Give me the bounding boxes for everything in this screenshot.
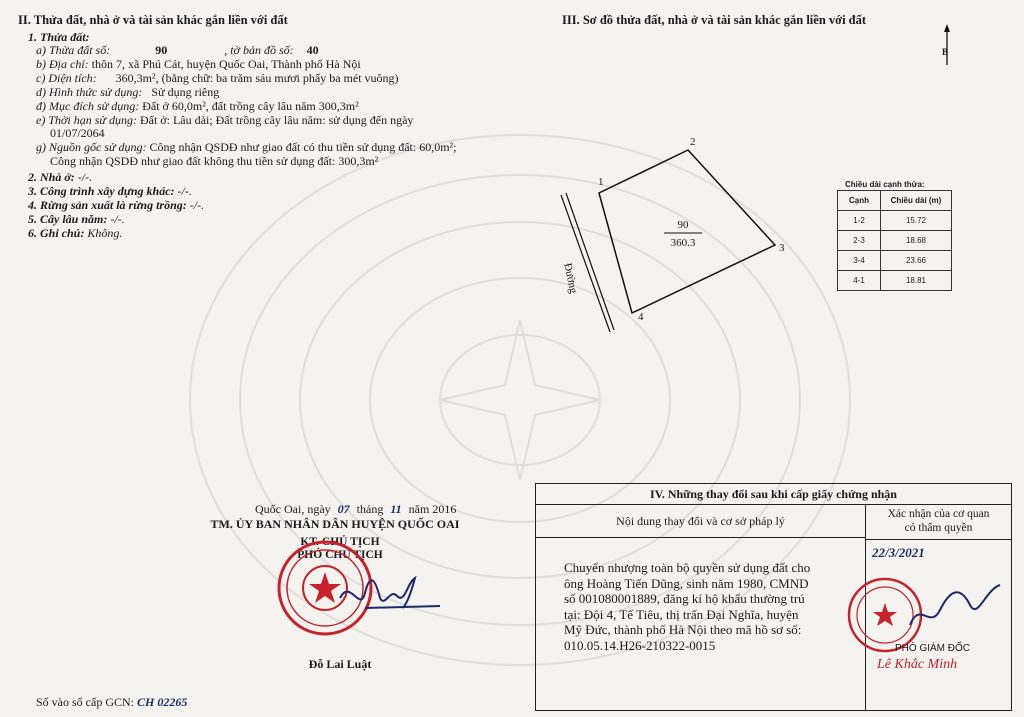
house-value: -/-. [77, 170, 93, 184]
address-label: b) Địa chỉ: [36, 57, 89, 71]
plot-number-value: 90 [155, 43, 168, 57]
edge-cell: 3-4 [838, 251, 881, 271]
registry-label: Số vào sổ cấp GCN: [36, 695, 134, 709]
edge-length-table [837, 190, 952, 291]
land-heading: 1. Thửa đất: [28, 30, 90, 44]
plot-number-label: a) Thửa đất số: [36, 43, 111, 57]
origin-value-2: Công nhận QSDĐ như giao đất không thu tiền sử dụng đất: 300,3m² [50, 154, 379, 168]
registry-value: CH 02265 [137, 695, 188, 709]
term-label: e) Thời hạn sử dụng: [36, 113, 137, 127]
change-line: ông Hoàng Tiến Dũng, sinh năm 1980, CMND [564, 575, 809, 591]
address-value: thôn 7, xã Phú Cát, huyện Quốc Oai, Thành phố Hà Nội [91, 57, 361, 71]
forest-value: -/-. [189, 198, 205, 212]
issuing-org: TM. ỦY BAN NHÂN DÂN HUYỆN QUỐC OAI [210, 517, 460, 531]
purpose-label: đ) Mục đích sử dụng: [36, 99, 140, 113]
purpose-value: Đất ở 60,0m², đất trồng cây lâu năm 300,3m² [142, 99, 359, 113]
vertex-label: 4 [638, 311, 644, 323]
confirm-column-header [866, 505, 1011, 540]
confirm-header-line-1: Xác nhận của cơ quan [887, 508, 990, 520]
vertex-label: 3 [779, 242, 785, 254]
table-header-cell: Cạnh [838, 191, 881, 211]
change-content [564, 560, 856, 653]
confirm-signer: Lê Khắc Minh [877, 657, 958, 672]
perennial-value: -/-. [110, 212, 125, 226]
use-form-value: Sử dụng riêng [151, 85, 220, 99]
table-header-cell: Chiều dài (m) [881, 191, 952, 211]
table-header-row [838, 191, 952, 211]
content-column-header: Nội dung thay đổi và cơ sở pháp lý [536, 505, 866, 538]
map-number-label: , tờ bản đồ số: [224, 43, 294, 57]
confirm-date: 22/3/2021 [872, 545, 925, 560]
change-line: tại: Đội 4, Tế Tiêu, thị trấn Đại Nghĩa, huyện [564, 606, 799, 622]
month-label: tháng [356, 502, 384, 516]
plot-number-label-map: 90 [677, 219, 689, 231]
date-prefix: Quốc Oai, ngày [255, 502, 331, 516]
forest-label: 4. Rừng sản xuất là rừng trồng: [28, 198, 187, 212]
table-row [838, 211, 952, 231]
edge-cell: 1-2 [838, 211, 881, 231]
road-label: Đường [561, 262, 580, 295]
date-month: 11 [390, 502, 402, 516]
construction-value: -/-. [177, 184, 192, 198]
origin-label: g) Nguồn gốc sử dụng: [36, 140, 147, 154]
section3-title: III. Sơ đồ thửa đất, nhà ở và tài sản khác gắn liền với đất [562, 13, 867, 27]
length-cell: 23.66 [881, 251, 952, 271]
length-cell: 18.81 [881, 271, 952, 291]
change-line: số 001080001889, đăng kí hộ khẩu thường trú [564, 591, 805, 606]
section2-title: II. Thửa đất, nhà ở và tài sản khác gắn liền với đất [18, 13, 288, 27]
perennial-label: 5. Cây lâu năm: [28, 212, 108, 226]
plot-outline [599, 150, 775, 313]
change-content-cell [536, 538, 866, 710]
term-value: Đất ở: Lâu dài; Đất trồng cây lâu năm: sử dụng đến ngày [139, 113, 414, 127]
section4-title: IV. Những thay đổi sau khi cấp giấy chứng nhận [536, 484, 1011, 505]
table-row [838, 231, 952, 251]
origin-value-1: Công nhận QSDĐ như giao đất có thu tiền sử dụng đất: 60,0m²; [149, 140, 457, 154]
area-label: c) Diện tích: [36, 71, 97, 85]
note-label: 6. Ghi chú: [28, 226, 85, 240]
vertex-label: 1 [598, 176, 604, 188]
change-line: 010.05.14.H26-210322-0015 [564, 637, 716, 653]
note-value: Không. [87, 226, 123, 240]
map-number-value: 40 [306, 43, 319, 57]
length-cell: 18.68 [881, 231, 952, 251]
table-row [838, 271, 952, 291]
change-line: Mỹ Đức, thành phố Hà Nội theo mã hồ sơ số: [564, 622, 802, 637]
confirm-role: PHÓ GIÁM ĐỐC [895, 643, 971, 654]
area-value: 360,3m², (bằng chữ: ba trăm sáu mươi phẩy ba mét vuông) [115, 71, 399, 85]
north-label: B [942, 47, 949, 57]
date-day: 07 [337, 502, 350, 516]
edge-cell: 2-3 [838, 231, 881, 251]
edge-cell: 4-1 [838, 271, 881, 291]
year-label: năm 2016 [408, 502, 457, 516]
length-cell: 15.72 [881, 211, 952, 231]
plot-area-label-map: 360.3 [670, 237, 696, 249]
house-label: 2. Nhà ở: [28, 170, 75, 184]
change-line: Chuyển nhượng toàn bộ quyền sử dụng đất cho [564, 560, 811, 575]
role-line-1: KT. CHỦ TỊCH [300, 536, 380, 548]
term-date: 01/07/2064 [50, 126, 105, 140]
road-edge-line [566, 193, 614, 330]
edge-table-title: Chiều dài cạnh thửa: [845, 180, 925, 189]
confirm-signature-scribble-icon [900, 580, 1010, 640]
signer-name: Đỗ Lai Luật [308, 657, 372, 671]
use-form-label: d) Hình thức sử dụng: [36, 85, 143, 99]
vertex-label: 2 [690, 136, 696, 148]
table-row [838, 251, 952, 271]
north-arrowhead-icon [944, 24, 950, 32]
construction-label: 3. Công trình xây dựng khác: [28, 184, 175, 198]
confirm-header-line-2: có thẩm quyền [904, 522, 973, 534]
role-line-2: PHÓ CHỦ TỊCH [297, 549, 383, 561]
